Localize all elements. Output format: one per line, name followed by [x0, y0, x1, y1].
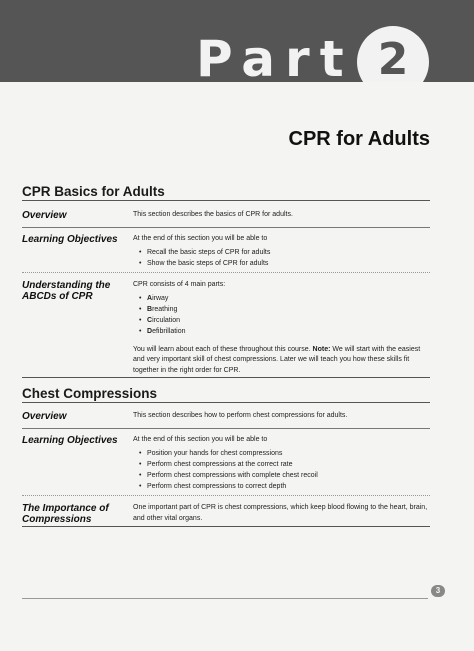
section-divider: [22, 526, 430, 527]
row-label-overview: Overview: [22, 411, 67, 422]
row-text-overview: [133, 411, 431, 422]
abcd-list: [133, 294, 431, 338]
row-divider: [22, 227, 430, 228]
part-number-circle: [357, 26, 429, 82]
part-banner: [0, 0, 474, 82]
list-item: • Perform chest compressions to correct depth: [133, 482, 431, 493]
row-label-importance: The Importance of Compressions: [22, 503, 109, 525]
list-item-airway: • Airway: [133, 294, 431, 305]
list-item-defibrillation: • Defibrillation: [133, 327, 431, 338]
objectives-intro: At the end of this section you will be able to: [133, 235, 268, 242]
importance-text: One important part of CPR is chest compressions, which keep blood flowing to the heart, brain, and other vital organs.: [133, 504, 428, 522]
list-item: • Show the basic steps of CPR for adults: [133, 259, 431, 270]
section-divider: [22, 402, 430, 403]
section-divider: [22, 200, 430, 201]
objectives-list: [133, 248, 431, 270]
row-divider: [22, 495, 430, 496]
row-text-learning-objectives: [133, 435, 431, 493]
overview-text: This section describes how to perform chest compressions for adults.: [133, 412, 348, 419]
list-item: • Perform chest compressions at the correct rate: [133, 460, 431, 471]
list-item: • Position your hands for chest compressions: [133, 449, 431, 460]
list-item: • Recall the basic steps of CPR for adults: [133, 248, 431, 259]
row-label-abcds: Understanding the ABCDs of CPR: [22, 280, 111, 302]
abcd-intro: CPR consists of 4 main parts:: [133, 281, 226, 288]
section-title-cpr-basics: CPR Basics for Adults: [22, 184, 165, 199]
row-divider: [22, 272, 430, 273]
list-item: • Perform chest compressions with complete chest recoil: [133, 471, 431, 482]
objectives-intro: At the end of this section you will be able to: [133, 436, 268, 443]
list-item-breathing: • Breathing: [133, 305, 431, 316]
part-word: Part: [196, 30, 354, 82]
row-divider: [22, 428, 430, 429]
page-number: 3: [431, 585, 445, 597]
page-title: CPR for Adults: [288, 128, 430, 150]
objectives-list: [133, 449, 431, 493]
row-label-learning-objectives: Learning Objectives: [22, 234, 118, 245]
row-text-overview: [133, 210, 431, 221]
row-text-importance: [133, 503, 431, 524]
part-number: 2: [377, 33, 409, 82]
overview-text: This section describes the basics of CPR for adults.: [133, 211, 293, 218]
list-item-circulation: • Circulation: [133, 316, 431, 327]
row-text-learning-objectives: [133, 234, 431, 270]
row-label-learning-objectives: Learning Objectives: [22, 435, 118, 446]
abcd-note: You will learn about each of these throughout this course. Note: We will start with the easiest and very important skill of chest compressions. Later we will teach you how these skills fit together in the right order for CPR.: [133, 345, 421, 374]
row-label-overview: Overview: [22, 210, 67, 221]
footer-rule: [22, 598, 428, 599]
section-title-chest-compressions: Chest Compressions: [22, 386, 158, 401]
section-divider: [22, 377, 430, 378]
row-text-abcds: [133, 280, 431, 376]
